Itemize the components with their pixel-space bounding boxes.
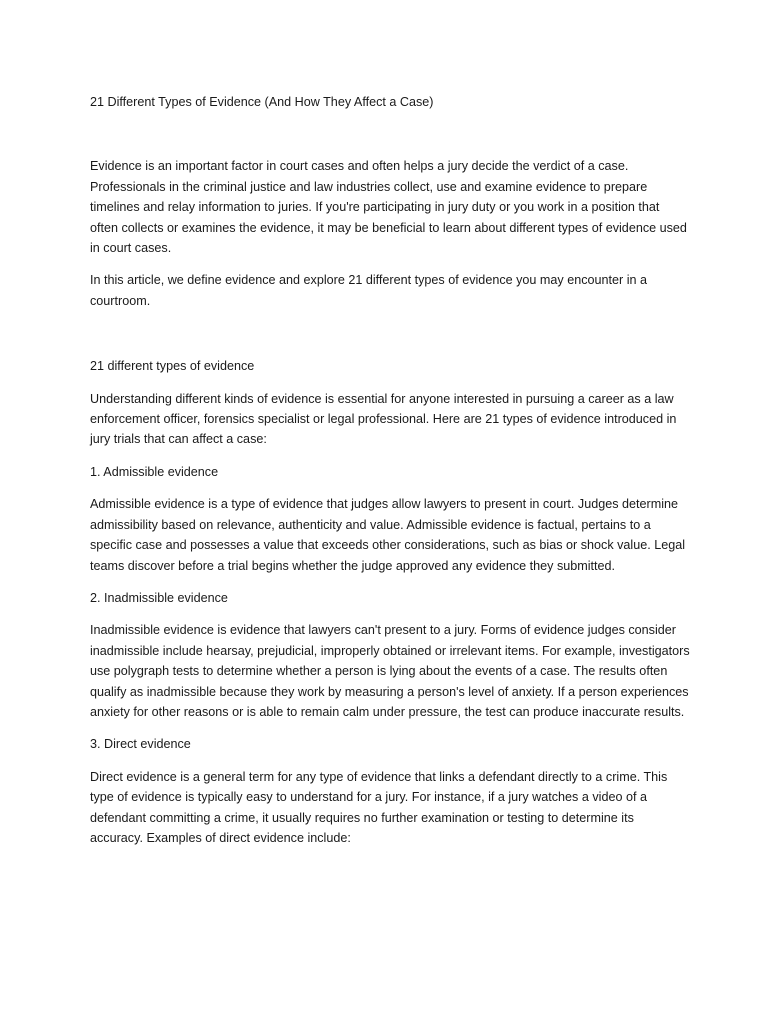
item-heading-admissible: 1. Admissible evidence <box>90 464 219 479</box>
intro-paragraph-2: In this article, we define evidence and explore 21 different types of evidence you may encounter in a courtroom. <box>90 273 648 308</box>
item-heading-direct: 3. Direct evidence <box>90 737 191 752</box>
section-heading: 21 different types of evidence <box>90 359 255 374</box>
item-body-admissible: Admissible evidence is a type of evidence that judges allow lawyers to present in court. Judges determine admissibility based on relevance, authenticity and value. Admissible evidence is factual, pertains to a specific case and possesses a value that exceeds other considerations, such as bias or shock value. Legal teams discover before a trial begins whether the judge approved any evidence they submitted. <box>90 497 686 573</box>
item-heading-inadmissible: 2. Inadmissible evidence <box>90 590 228 605</box>
item-body-inadmissible: Inadmissible evidence is evidence that lawyers can't present to a jury. Forms of evidence judges consider inadmissible include hearsay, prejudicial, improperly obtained or irrelevant items. For example, investigators use polygraph tests to determine whether a person is lying about the events of a case. The results often qualify as inadmissible because they work by measuring a person's level of anxiety. If a person experiences anxiety for other reasons or is able to remain calm under pressure, the test can produce inaccurate results. <box>90 623 690 719</box>
document-title: 21 Different Types of Evidence (And How They Affect a Case) <box>90 95 434 109</box>
intro-paragraph-1: Evidence is an important factor in court cases and often helps a jury decide the verdict of a case. Professionals in the criminal justice and law industries collect, use and examine evidence to prepare timelines and relay information to juries. If you're participating in jury duty or you work in a position that often collects or examines the evidence, it may be beneficial to learn about different types of evidence used in court cases. <box>90 159 687 256</box>
section-intro-paragraph: Understanding different kinds of evidence is essential for anyone interested in pursuing a career as a law enforcement officer, forensics specialist or legal professional. Here are 21 types of evidence introduced in jury trials that can affect a case: <box>90 391 677 447</box>
document-page <box>90 92 690 860</box>
item-body-direct: Direct evidence is a general term for any type of evidence that links a defendant directly to a crime. This type of evidence is typically easy to understand for a jury. For instance, if a jury watches a video of a defendant committing a crime, it usually requires no further examination or testing to determine its accuracy. Examples of direct evidence include: <box>90 769 668 845</box>
